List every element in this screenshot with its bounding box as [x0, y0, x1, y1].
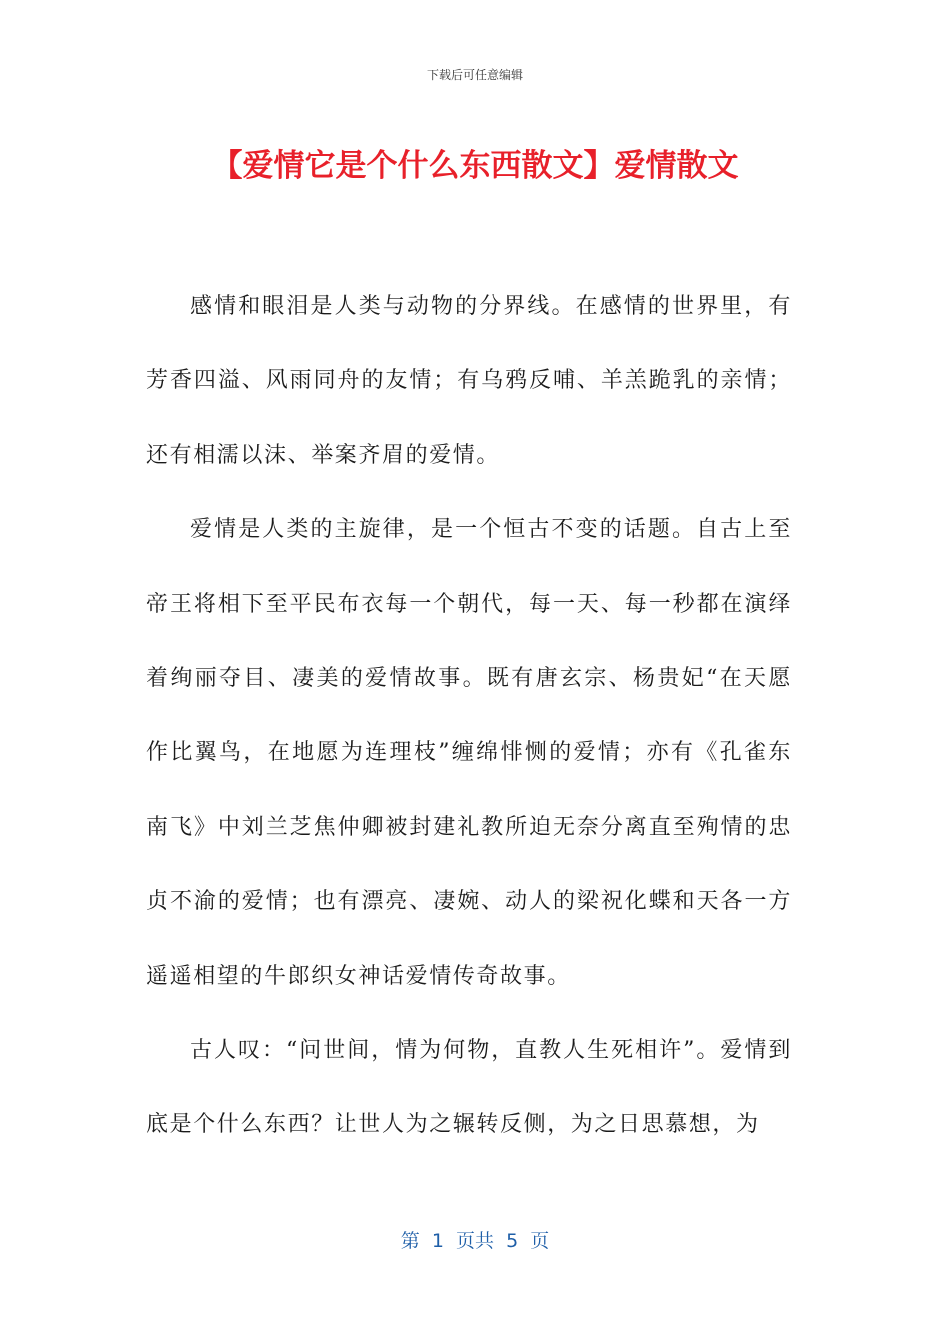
page-number-footer: 第 1 页共 5 页	[400, 1230, 550, 1252]
paragraph-2: 爱情是人类的主旋律，是一个恒古不变的话题。自古上至帝王将相下至平民布衣每一个朝代，每一天、每一秒都在演绎着绚丽夺目、凄美的爱情故事。既有唐玄宗、杨贵妃“在天愿作比翼鸟，在地愿为连理枝”缠绵悱恻的爱情；亦有《孔雀东南飞》中刘兰芝焦仲卿被封建礼教所迫无奈分离直至殉情的忠贞不渝的爱情；也有漂亮、凄婉、动人的梁祝化蝶和天各一方遥遥相望的牛郎织女神话爱情传奇故事。	[146, 517, 792, 989]
paragraph-3: 古人叹：“问世间，情为何物，直教人生死相许”。爱情到底是个什么东西？让世人为之辗转反侧，为之日思慕想，为	[146, 1038, 792, 1138]
document-title: 【爱情它是个什么东西散文】爱情散文	[211, 148, 739, 184]
page-header-note: 下载后可任意编辑	[426, 68, 523, 82]
paragraph-1: 感情和眼泪是人类与动物的分界线。在感情的世界里，有芳香四溢、风雨同舟的友情；有乌鸦反哺、羊羔跪乳的亲情；还有相濡以沫、举案齐眉的爱情。	[146, 294, 792, 468]
document-body	[146, 270, 792, 1163]
